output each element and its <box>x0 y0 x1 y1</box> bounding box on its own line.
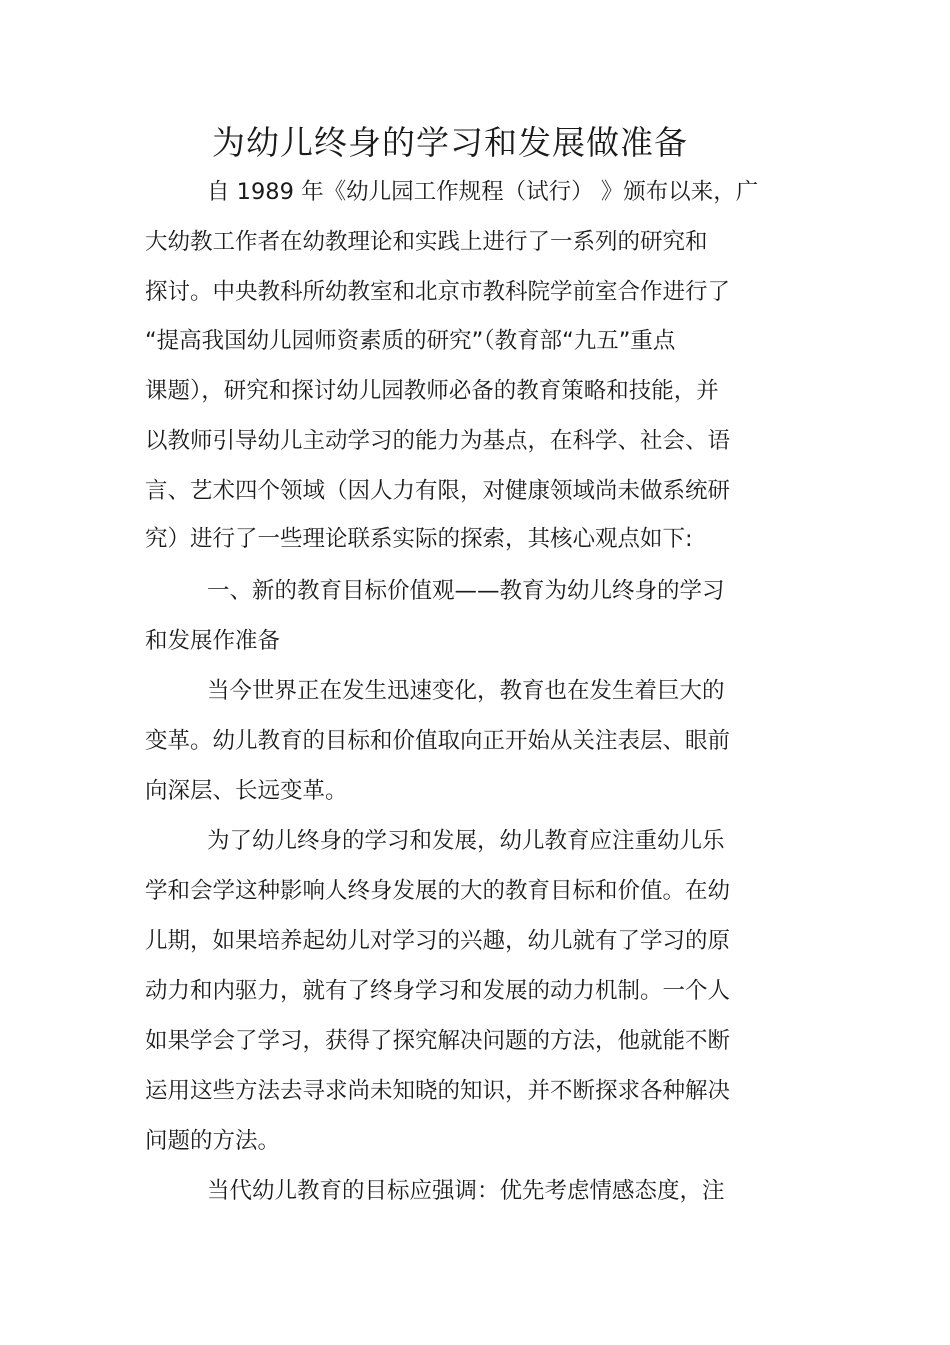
text-line: 自 1989 年《幼儿园工作规程（试行） 》颁布以来，广 <box>207 179 759 205</box>
document-title: 为幼儿终身的学习和发展做准备 <box>212 123 688 162</box>
text-line: 课题），研究和探讨幼儿园教师必备的教育策略和技能，并 <box>145 378 719 404</box>
section-heading: 和发展作准备 <box>145 628 281 654</box>
text-line: 探讨。中央教科所幼教室和北京市教科院学前室合作进行了 <box>145 279 731 305</box>
text-line: 如果学会了学习，获得了探究解决问题的方法，他就能不断 <box>145 1028 731 1054</box>
text-line: 为了幼儿终身的学习和发展，幼儿教育应注重幼儿乐 <box>207 828 725 854</box>
text-line: 究）进行了一些理论联系实际的探索，其核心观点如下: <box>145 526 693 552</box>
text-line: 大幼教工作者在幼教理论和实践上进行了一系列的研究和 <box>145 229 708 255</box>
text-line: “提高我国幼儿园师资素质的研究”（教育部“九五”重点 <box>145 328 676 354</box>
text-line: 儿期，如果培养起幼儿对学习的兴趣，幼儿就有了学习的原 <box>145 928 731 954</box>
text-line: 学和会学这种影响人终身发展的大的教育目标和价值。在幼 <box>145 878 731 904</box>
text-line: 运用这些方法去寻求尚未知晓的知识，并不断探求各种解决 <box>145 1078 731 1104</box>
text-line: 言、艺术四个领域（因人力有限，对健康领域尚未做系统研 <box>145 478 731 504</box>
section-heading: 一、新的教育目标价值观——教育为幼儿终身的学习 <box>207 578 725 604</box>
text-line: 变革。幼儿教育的目标和价值取向正开始从关注表层、眼前 <box>145 728 731 754</box>
text-line: 当代幼儿教育的目标应强调：优先考虑情感态度，注 <box>207 1178 725 1204</box>
text-line: 以教师引导幼儿主动学习的能力为基点，在科学、社会、语 <box>145 428 731 454</box>
text-line: 向深层、长远变革。 <box>145 778 348 804</box>
text-line: 动力和内驱力，就有了终身学习和发展的动力机制。一个人 <box>145 978 731 1004</box>
text-line: 问题的方法。 <box>145 1128 281 1154</box>
text-line: 当今世界正在发生迅速变化，教育也在发生着巨大的 <box>207 678 725 704</box>
